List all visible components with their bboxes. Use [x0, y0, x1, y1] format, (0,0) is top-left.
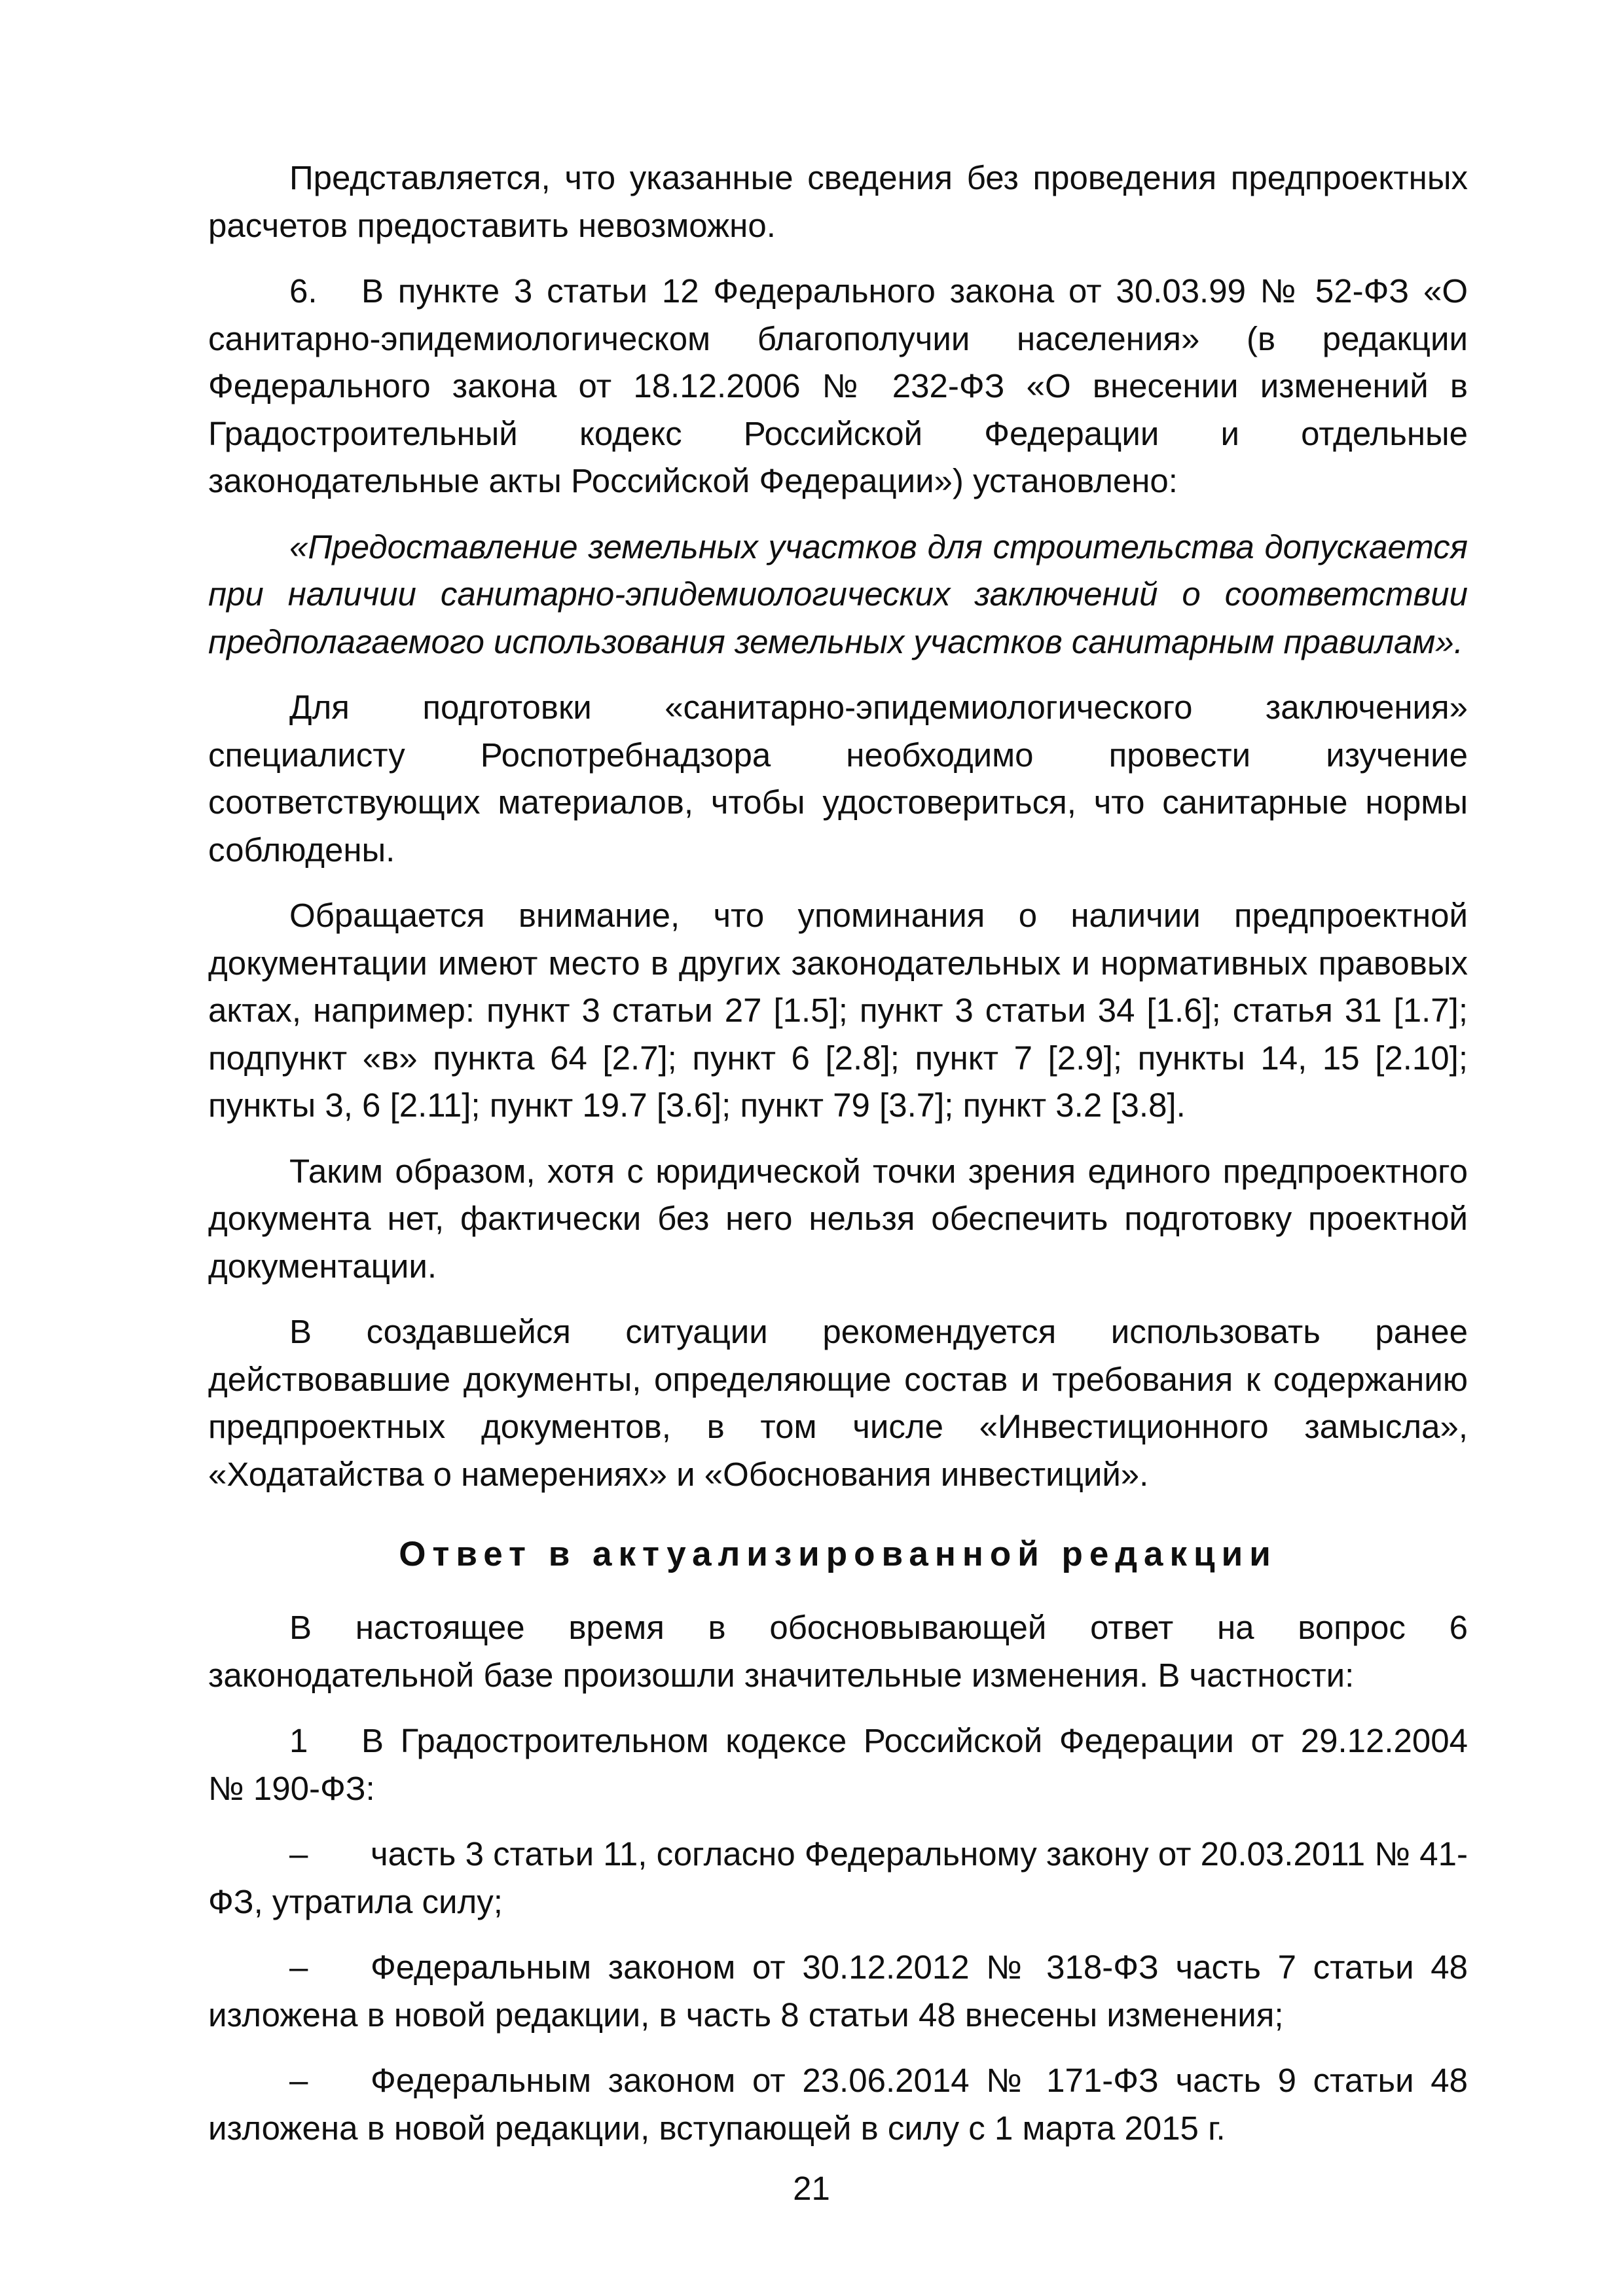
list-item-3	[208, 2057, 1468, 2152]
item-number-1: 1	[289, 1722, 308, 1759]
quote-open-mark: «	[289, 528, 308, 565]
paragraph-intro: Представляется, что указанные сведения без проведения предпроектных расчетов предоставить невозможно.	[208, 159, 1468, 244]
list-item-2	[208, 1944, 1468, 2039]
paragraph-changes: В настоящее время в обосновывающей ответ на вопрос 6 законодательной базе произошли значительные изменения. В частности:	[208, 1609, 1468, 1694]
dash-mark: –	[289, 1948, 308, 1986]
paragraph-rospotrebnadzor: Для подготовки «санитарно-эпидемиологического заключения» специалисту Роспотребнадзора необходимо провести изучение соответствующих материалов, чтобы удостовериться, что санитарные нормы соблюдены.	[208, 689, 1468, 869]
quote-text: Предоставление земельных участков для строительства допускается при наличии санитарно-эпидемиологических заключений о соответствии предполагаемого использования земельных участков санитарным правилам	[208, 528, 1468, 660]
item-6-text: В пункте 3 статьи 12 Федерального закона от 30.03.99 № 52-ФЗ «О санитарно-эпидемиологическом благополучии населения» (в редакции Федерального закона от 18.12.2006 № 232-ФЗ «О внесении изменений в Градостроительный кодекс Российской Федерации и отдельные законодательные акты Российской Федерации») установлено:	[208, 272, 1468, 499]
item-1-text: В Градостроительном кодексе Российской Федерации от 29.12.2004 № 190-ФЗ:	[208, 1722, 1468, 1807]
page-body	[208, 154, 1468, 2152]
quotation	[208, 524, 1468, 666]
paragraph-item-6	[208, 268, 1468, 505]
page-number: 21	[793, 2170, 830, 2207]
paragraph-recommendation: В создавшейся ситуации рекомендуется использовать ранее действовавшие документы, определяющие состав и требования к содержанию предпроектных документов, в том числе «Инвестиционного замысла», «Ходатайства о намерениях» и «Обоснования инвестиций».	[208, 1313, 1468, 1493]
paragraph-references: Обращается внимание, что упоминания о наличии предпроектной документации имеют место в других законодательных и нормативных правовых актах, например: пункт 3 статьи 27 [1.5]; пункт 3 статьи 34 [1.6]; статья 31 [1.7]; подпункт «в» пункта 64 [2.7]; пункт 6 [2.8]; пункт 7 [2.9]; пункты 14, 15 [2.10]; пункты 3, 6 [2.11]; пункт 19.7 [3.6]; пункт 79 [3.7]; пункт 3.2 [3.8].	[208, 897, 1468, 1124]
paragraph-item-1	[208, 1717, 1468, 1812]
dash-mark: –	[289, 2062, 308, 2099]
list-item-3-text: Федеральным законом от 23.06.2014 № 171-ФЗ часть 9 статьи 48 изложена в новой редакции, вступающей в силу с 1 марта 2015 г.	[208, 2062, 1468, 2147]
paragraph-conclusion: Таким образом, хотя с юридической точки зрения единого предпроектного документа нет, фактически без него нельзя обеспечить подготовку проектной документации.	[208, 1152, 1468, 1285]
list-item-2-text: Федеральным законом от 30.12.2012 № 318-ФЗ часть 7 статьи 48 изложена в новой редакции, в часть 8 статьи 48 внесены изменения;	[208, 1948, 1468, 2034]
item-number-6: 6.	[289, 272, 318, 310]
list-item-1-text: часть 3 статьи 11, согласно Федеральному закону от 20.03.2011 № 41-ФЗ, утратила силу;	[208, 1835, 1468, 1920]
quote-close-mark: ».	[1435, 622, 1463, 660]
list-item-1	[208, 1831, 1468, 1926]
section-heading: Ответ в актуализированной редакции	[399, 1535, 1277, 1573]
dash-mark: –	[289, 1835, 308, 1873]
